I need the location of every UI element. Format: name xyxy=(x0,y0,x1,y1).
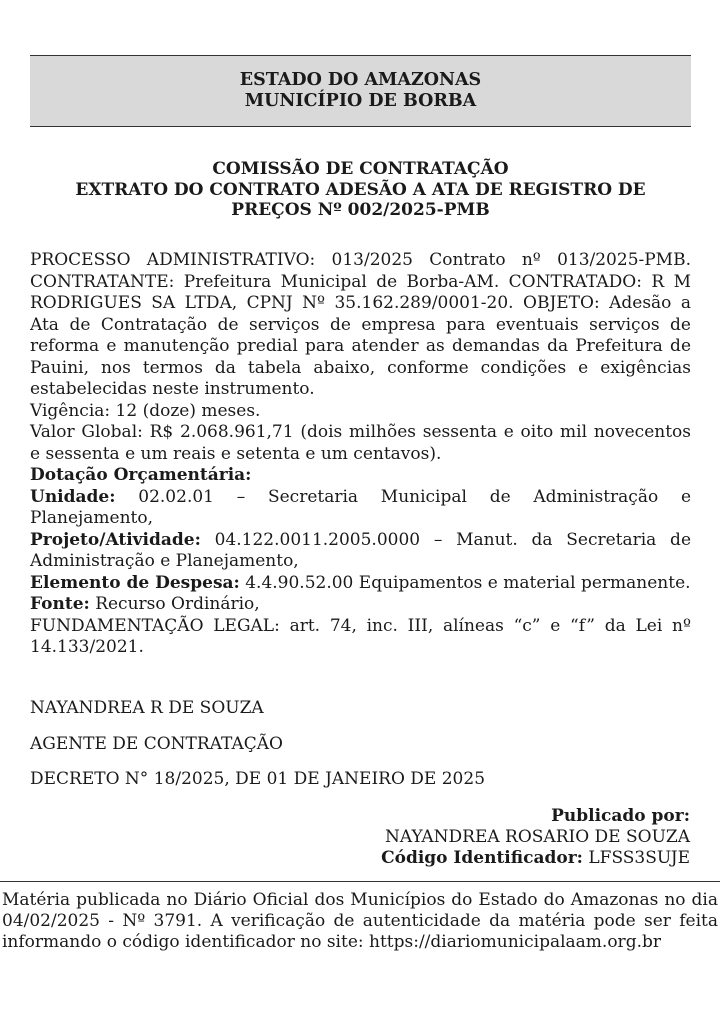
vigencia-line: Vigência: 12 (doze) meses. xyxy=(30,400,261,421)
projeto-line xyxy=(30,530,691,573)
fonte-line xyxy=(30,594,691,616)
projeto-value: 04.122.0011.2005.0000 – Manut. da Secretaria de Administração e Planejamento, xyxy=(30,529,691,571)
header-state: ESTADO DO AMAZONAS xyxy=(239,70,482,90)
signatory-decree: DECRETO N° 18/2025, DE 01 DE JANEIRO DE 2025 xyxy=(30,769,486,789)
title-line-1: COMISSÃO DE CONTRATAÇÃO xyxy=(212,159,509,179)
title-line-3: PREÇOS Nº 002/2025-PMB xyxy=(231,200,490,220)
elemento-value: 4.4.90.52.00 Equipamentos e material permanente. xyxy=(239,572,691,593)
publication-block xyxy=(381,806,690,869)
unidade-value: 02.02.01 – Secretaria Municipal de Administração e Planejamento, xyxy=(30,486,691,528)
document-title xyxy=(30,159,691,221)
valor-global-line: Valor Global: R$ 2.068.961,71 (dois milhões sessenta e oito mil novecentos e sessenta e um reais e setenta e um centavos). xyxy=(30,422,691,464)
fonte-label: Fonte: xyxy=(30,594,90,614)
footer-divider xyxy=(0,881,720,882)
identifier-code: LFSS3SUJE xyxy=(582,848,690,868)
dotacao-label: Dotação Orçamentária: xyxy=(30,465,252,485)
elemento-line xyxy=(30,573,691,595)
signatory-role: AGENTE DE CONTRATAÇÃO xyxy=(30,734,283,754)
process-paragraph: PROCESSO ADMINISTRATIVO: 013/2025 Contrato nº 013/2025-PMB. CONTRATANTE: Prefeitura Municipal de Borba-AM. CONTRATADO: R M RODRIGUES SA LTDA, CPNJ Nº 35.162.289/0001-20. OBJETO: Adesão a Ata de Contratação de serviços de empresa para eventuais serviços de reforma e manutenção predial para atender as demandas da Prefeitura de Pauini, nos termos da tabela abaixo, conforme condições e exigências estabelecidas neste instrumento. xyxy=(30,250,691,399)
identifier-line xyxy=(381,848,690,869)
header-municipality: MUNICÍPIO DE BORBA xyxy=(244,91,477,111)
signatory-name: NAYANDREA R DE SOUZA xyxy=(30,698,264,718)
published-by-label xyxy=(381,806,690,827)
contract-body xyxy=(30,250,691,659)
unidade-line xyxy=(30,487,691,530)
title-line-2: EXTRATO DO CONTRATO ADESÃO A ATA DE REGISTRO DE xyxy=(75,179,646,200)
publisher-name: NAYANDREA ROSARIO DE SOUZA xyxy=(385,827,690,847)
fonte-value: Recurso Ordinário, xyxy=(89,594,260,614)
unidade-label: Unidade: xyxy=(30,486,116,507)
header-banner xyxy=(30,55,691,127)
identifier-label: Código Identificador: xyxy=(381,848,583,868)
footer-notice: Matéria publicada no Diário Oficial dos Municípios do Estado do Amazonas no dia 04/02/2025 - Nº 3791. A verificação de autenticidade da matéria pode ser feita informando o código identificador no site: https://diariomunicipalaam.org.br xyxy=(2,890,718,952)
projeto-label: Projeto/Atividade: xyxy=(30,529,201,550)
published-by-text: Publicado por: xyxy=(551,806,690,826)
dotacao-heading xyxy=(30,465,691,487)
fundamentacao-line: FUNDAMENTAÇÃO LEGAL: art. 74, inc. III, alíneas “c” e “f” da Lei nº 14.133/2021. xyxy=(30,615,691,657)
elemento-label: Elemento de Despesa: xyxy=(30,572,240,593)
